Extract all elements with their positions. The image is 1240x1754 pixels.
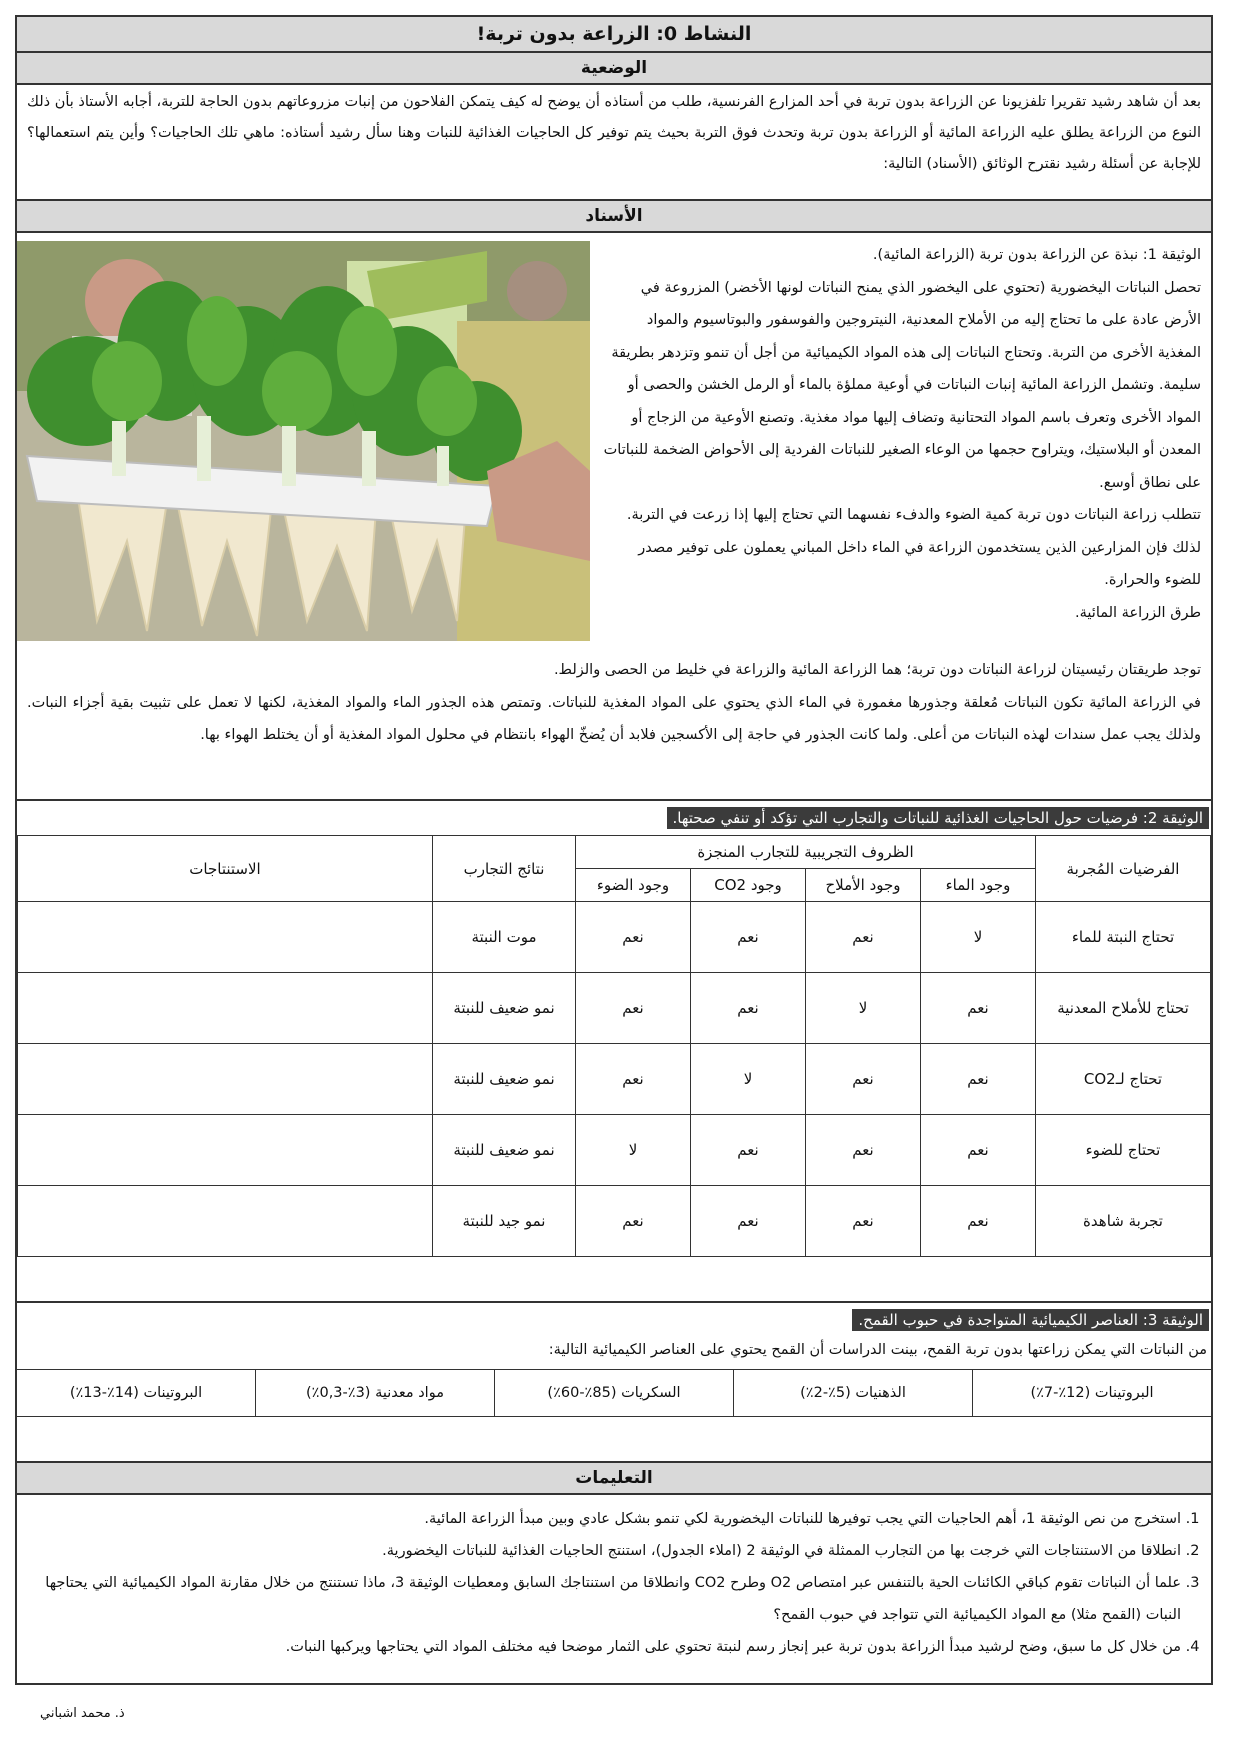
- cell-result: نمو ضعيف للنبتة: [433, 1115, 576, 1186]
- spacer: [17, 1257, 1211, 1301]
- cell-hypothesis: تحتاج للضوء: [1036, 1115, 1211, 1186]
- header-conclusions: الاستنتاجات: [18, 836, 433, 902]
- cell-result: نمو جيد للنبتة: [433, 1186, 576, 1257]
- worksheet: [15, 15, 1213, 1685]
- cell-conclusion[interactable]: [18, 1186, 433, 1257]
- table-row: [18, 1044, 1211, 1115]
- cell-result: نمو ضعيف للنبتة: [433, 1044, 576, 1115]
- cell-co2: نعم: [691, 902, 806, 973]
- component-cell: البروتينات (12٪-7٪): [972, 1370, 1211, 1416]
- cell-water: نعم: [921, 1115, 1036, 1186]
- spacer: [17, 1417, 1211, 1461]
- cell-conclusion[interactable]: [18, 1044, 433, 1115]
- header-results: نتائج التجارب: [433, 836, 576, 902]
- document-1-full-text: [27, 654, 1201, 752]
- header-conditions: الظروف التجريبية للتجارب المنجزة: [576, 836, 1036, 869]
- component-cell: السكريات (85٪-60٪): [494, 1370, 733, 1416]
- cell-co2: نعم: [691, 973, 806, 1044]
- document-1-paragraph-3: توجد طريقتان رئيسيتان لزراعة النباتات دون تربة؛ هما الزراعة المائية والزراعة في خليط من الحصى والزلط.: [553, 662, 1201, 678]
- hydroponics-photo: [17, 241, 590, 641]
- supports-heading: الأسناد: [17, 199, 1211, 233]
- table-row: [18, 1186, 1211, 1257]
- document-1-paragraph-4: في الزراعة المائية تكون النباتات مُعلقة وجذورها مغمورة في الماء الذي يحتوي على المواد المغذية للنباتات. وتمتص هذه الجذور الماء والمواد المغذية، لكنها لا تعمل على تثبيت بقية أجزاء النبات. ولذلك يجب عمل سندات لهذه النباتات من أعلى. ولما كانت الجذور في حاجة إلى الأكسجين فلابد أن يُضخّ الهواء بانتظام في محلول المواد المغذية أو أن يختلط الهواء بها.: [27, 694, 1201, 743]
- component-cell: مواد معدنية (3٪-0,3٪): [255, 1370, 494, 1416]
- instruction-item: 4. من خلال كل ما سبق، وضح لرشيد مبدأ الزراعة بدون تربة عبر إنجاز رسم لنبتة تحتوي على الثمار موضحا فيه مختلف المواد التي يحتاجها ويركبها النبات.: [31, 1631, 1181, 1663]
- document-2-title-row: [17, 799, 1211, 835]
- document-1-paragraph-2: تتطلب زراعة النباتات دون تربة كمية الضوء والدفء نفسهما التي تحتاج إليها إذا زرعت في التربة. لذلك فإن المزارعين الذين يستخدمون الزراعة في الماء داخل المباني يعملون على توفير مصدر للضوء والحرارة.: [626, 507, 1201, 588]
- cell-co2: نعم: [691, 1115, 806, 1186]
- document-2-title: الوثيقة 2: فرضيات حول الحاجيات الغذائية للنباتات والتجارب التي تؤكد أو تنفي صحتها.: [667, 807, 1209, 829]
- cell-water: نعم: [921, 1186, 1036, 1257]
- cell-conclusion[interactable]: [18, 902, 433, 973]
- cell-co2: نعم: [691, 1186, 806, 1257]
- activity-title: النشاط 0: الزراعة بدون تربة!: [17, 17, 1211, 53]
- instruction-item: 2. انطلاقا من الاستنتاجات التي خرجت بها من التجارب الممثلة في الوثيقة 2 (املاء الجدول)، استنتج الحاجيات الغذائية للنباتات اليخضورية.: [31, 1535, 1181, 1567]
- cell-light: نعم: [576, 902, 691, 973]
- instructions-list: [17, 1495, 1211, 1671]
- component-cell: البروتينات (14٪-13٪): [69, 1385, 203, 1401]
- cell-hypothesis: تحتاج النبتة للماء: [1036, 902, 1211, 973]
- cell-light: لا: [576, 1115, 691, 1186]
- situation-text: بعد أن شاهد رشيد تقريرا تلفزيونا عن الزراعة بدون تربة في أحد المزارع الفرنسية، طلب من أستاذه أن يوضح له كيف يتمكن الفلاحون من إنبات مزروعاتهم بدون الحاجة للتربة، أجابه الأستاذ بأن ذلك النوع من الزراعة يطلق عليه الزراعة المائية أو الزراعة بدون تربة وتحدث فوق التربة بحيث يتم توفير كل الحاجيات الغذائية للنبات وهنا سأل رشيد أستاذه: ماهي تلك الحاجيات؟ وأين يتم استعمالها؟ للإجابة عن أسئلة رشيد نقترح الوثائق (الأسناد) التالية:: [27, 94, 1201, 172]
- cell-hypothesis: تجربة شاهدة: [1036, 1186, 1211, 1257]
- header-co2: وجود CO2: [691, 869, 806, 902]
- component-cell: الذهنيات (5٪-2٪): [733, 1370, 972, 1416]
- document-3-title: الوثيقة 3: العناصر الكيميائية المتواجدة في حبوب القمح.: [852, 1309, 1209, 1331]
- cell-water: نعم: [921, 1044, 1036, 1115]
- table-row: [18, 973, 1211, 1044]
- document-3-intro: من النباتات التي يمكن زراعتها بدون تربة القمح، بينت الدراسات أن القمح يحتوي على العناصر الكيميائية التالية:: [548, 1342, 1207, 1358]
- document-1-subtitle: طرق الزراعة المائية.: [1075, 604, 1201, 621]
- document-1: [17, 233, 1211, 799]
- cell-light: نعم: [576, 1044, 691, 1115]
- cell-hypothesis: تحتاج للأملاح المعدنية: [1036, 973, 1211, 1044]
- document-3-title-row: [17, 1301, 1211, 1337]
- wheat-components: [17, 1369, 1211, 1417]
- cell-hypothesis: تحتاج لـCO2: [1036, 1044, 1211, 1115]
- experiments-table: [17, 835, 1211, 1257]
- cell-water: نعم: [921, 973, 1036, 1044]
- instruction-item: 3. علما أن النباتات تقوم كباقي الكائنات الحية بالتنفس عبر امتصاص O2 وطرح CO2 وانطلاقا من استنتاجك السابق ومعطيات الوثيقة 3، ماذا تستنتج من خلال مقارنة المواد الكيميائية التي يحتاجها النبات (القمح مثلا) مع المواد الكيميائية التي تتواجد في حبوب القمح؟: [31, 1567, 1181, 1631]
- header-hypotheses: الفرضيات المُجربة: [1036, 836, 1211, 902]
- cell-result: نمو ضعيف للنبتة: [433, 973, 576, 1044]
- cell-water: لا: [921, 902, 1036, 973]
- cell-conclusion[interactable]: [18, 973, 433, 1044]
- cell-salts: لا: [806, 973, 921, 1044]
- cell-salts: نعم: [806, 902, 921, 973]
- author-name: ذ. محمد اشباني: [40, 1706, 125, 1721]
- situation-heading: الوضعية: [17, 53, 1211, 85]
- cell-salts: نعم: [806, 1186, 921, 1257]
- header-water: وجود الماء: [921, 869, 1036, 902]
- cell-result: موت النبتة: [433, 902, 576, 973]
- instruction-item: 1. استخرج من نص الوثيقة 1، أهم الحاجيات التي يجب توفيرها للنباتات اليخضورية لكي تنمو بشكل عادي وبين مبدأ الزراعة المائية.: [31, 1503, 1181, 1535]
- cell-light: نعم: [576, 1186, 691, 1257]
- cell-salts: نعم: [806, 1044, 921, 1115]
- header-light: وجود الضوء: [576, 869, 691, 902]
- table-row: [18, 902, 1211, 973]
- table-row: [18, 1115, 1211, 1186]
- instructions-heading: التعليمات: [17, 1461, 1211, 1495]
- header-salts: وجود الأملاح: [806, 869, 921, 902]
- document-1-title: الوثيقة 1: نبذة عن الزراعة بدون تربة (الزراعة المائية).: [872, 247, 1201, 263]
- cell-co2: لا: [691, 1044, 806, 1115]
- document-1-paragraph-1: تحصل النباتات اليخضورية (تحتوي على اليخضور الذي يمنح النباتات لونها الأخضر) المزروعة في الأرض عادة على ما تحتاج إليه من الأملاح المعدنية، النيتروجين والفوسفور والبوتاسيوم والمواد المغذية الأخرى من التربة. وتحتاج النباتات إلى هذه المواد الكيميائية من أجل أن تنمو وتزدهر بطريقة سليمة. وتشمل الزراعة المائية إنبات النباتات في أوعية مملؤة بالماء أو الرمل الخشن والحصى أو المواد الأخرى وتعرف باسم المواد التحتانية وتضاف إليها مواد مغذية. وتصنع الأوعية من الزجاج أو المعدن أو البلاستيك، ويتراوح حجمها من الوعاء الصغير للنباتات الفردية إلى الأحواض الضخمة للنباتات على نطاق أوسع.: [603, 279, 1201, 491]
- cell-conclusion[interactable]: [18, 1115, 433, 1186]
- cell-salts: نعم: [806, 1115, 921, 1186]
- document-1-text: [603, 239, 1201, 629]
- cell-light: نعم: [576, 973, 691, 1044]
